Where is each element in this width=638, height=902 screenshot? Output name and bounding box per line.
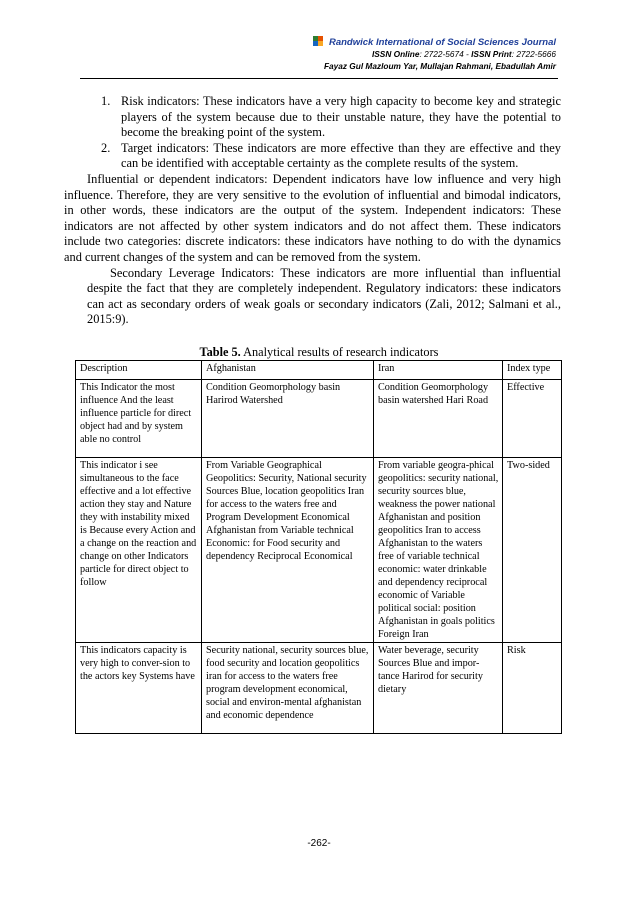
running-header — [0, 36, 556, 72]
cell-afghanistan: Condition Geomorphology basin Harirod Watershed — [202, 380, 374, 458]
table-row — [76, 458, 562, 643]
cell-description: This indicator i see simultaneous to the face effective and a lot effective action they stay and Nature they with instability mixed is Because every Action and a change on the reaction and change on other Indicators particle for direct object to follow — [76, 458, 202, 643]
results-table — [75, 360, 562, 734]
table-row — [76, 380, 562, 458]
table-header-row — [76, 361, 562, 380]
cell-description: This Indicator the most influence And the least influence particle for direct object had and by system able no control — [76, 380, 202, 458]
issn-print-label: ISSN Print — [471, 49, 512, 59]
issn-online-label: ISSN Online — [371, 49, 420, 59]
indicator-list — [87, 94, 561, 172]
body-text — [64, 94, 561, 328]
authors-line: Fayaz Gul Mazloum Yar, Mullajan Rahmani, Ebadullah Amir — [323, 61, 556, 71]
page-number: -262- — [307, 838, 331, 849]
column-header-index-type: Index type — [503, 361, 562, 380]
header-divider — [80, 78, 558, 79]
table-caption-text: Analytical results of research indicators — [243, 345, 439, 359]
paragraph: Influential or dependent indicators: Dependent indicators have low influence and very high influence. Therefore, they are very sensitive to the evolution of influential and bimodal indicators, in other words, these indicators are the output of the system. Independent indicators: These indicators are not affected by other system indicators and do not affect them. These indicators include two categories: discrete indicators: these indicators have nothing to do with the dynamics and current changes of the system and can be removed from the system. — [64, 171, 561, 264]
cell-iran: Water beverage, security Sources Blue and impor-tance Harirod for security dietary — [374, 643, 503, 734]
issn-line — [0, 49, 556, 60]
table-row — [76, 643, 562, 734]
list-item-text: Risk indicators: These indicators have a very high capacity to become key and strategic players of the system because due to their unstable nature, they have the potential to become the breaking point of the system. — [121, 94, 561, 140]
cell-index-type: Effective — [503, 380, 562, 458]
list-item-number: 1. — [101, 94, 111, 108]
table-caption — [0, 345, 638, 360]
cell-description: This indicators capacity is very high to conver-sion to the actors key Systems have — [76, 643, 202, 734]
cell-index-type: Risk — [503, 643, 562, 734]
cell-afghanistan: From Variable Geographical Geopolitics: Security, National security Sources Blue, location geopolitics Iran for access to the waters free and Program Development Economical Afghanistan from Variable technical Economic: for Food security and dependency Reciprocal Economical — [202, 458, 374, 643]
cell-afghanistan: Security national, security sources blue, food security and location geopolitics iran for access to the waters free program development economical, social and environ-mental afghanistan and economic dependence — [202, 643, 374, 734]
list-item — [87, 94, 561, 141]
column-header-afghanistan: Afghanistan — [202, 361, 374, 380]
list-item-text: Target indicators: These indicators are more effective than they are effective and they can be identified with acceptable certainty as the complete results of the system. — [121, 140, 561, 171]
list-item-number: 2. — [101, 140, 111, 155]
list-item — [87, 141, 561, 172]
issn-online-value: : 2722-5674 - — [419, 49, 469, 59]
paragraph: Secondary Leverage Indicators: These indicators are more influential than influential despite the fact that they are completely independent. Regulatory indicators: these indicators can act as secondary orders of weak goals or secondary indicators (Zali, 2012; Salmani et al., 2015:9). — [87, 265, 561, 327]
journal-title — [0, 36, 556, 49]
journal-logo-icon — [313, 36, 323, 46]
cell-iran: From variable geogra-phical geopolitics: security national, security sources blue, weakness the power national Afghanistan and position geopolitics Iran to access Afghanistan to the waters free of variable technical economic: water drinkable and dependency reciprocal economic of Variable political social: position Afghanistan in goals politics Foreign Iran — [374, 458, 503, 643]
journal-name: Randwick International of Social Sciences Journal — [328, 37, 556, 48]
table-caption-label: Table 5. — [199, 345, 241, 359]
issn-print-value: : 2722-5666 — [511, 49, 556, 59]
column-header-description: Description — [76, 361, 202, 380]
cell-index-type: Two-sided — [503, 458, 562, 643]
cell-iran: Condition Geomorphology basin watershed Hari Road — [374, 380, 503, 458]
column-header-iran: Iran — [374, 361, 503, 380]
